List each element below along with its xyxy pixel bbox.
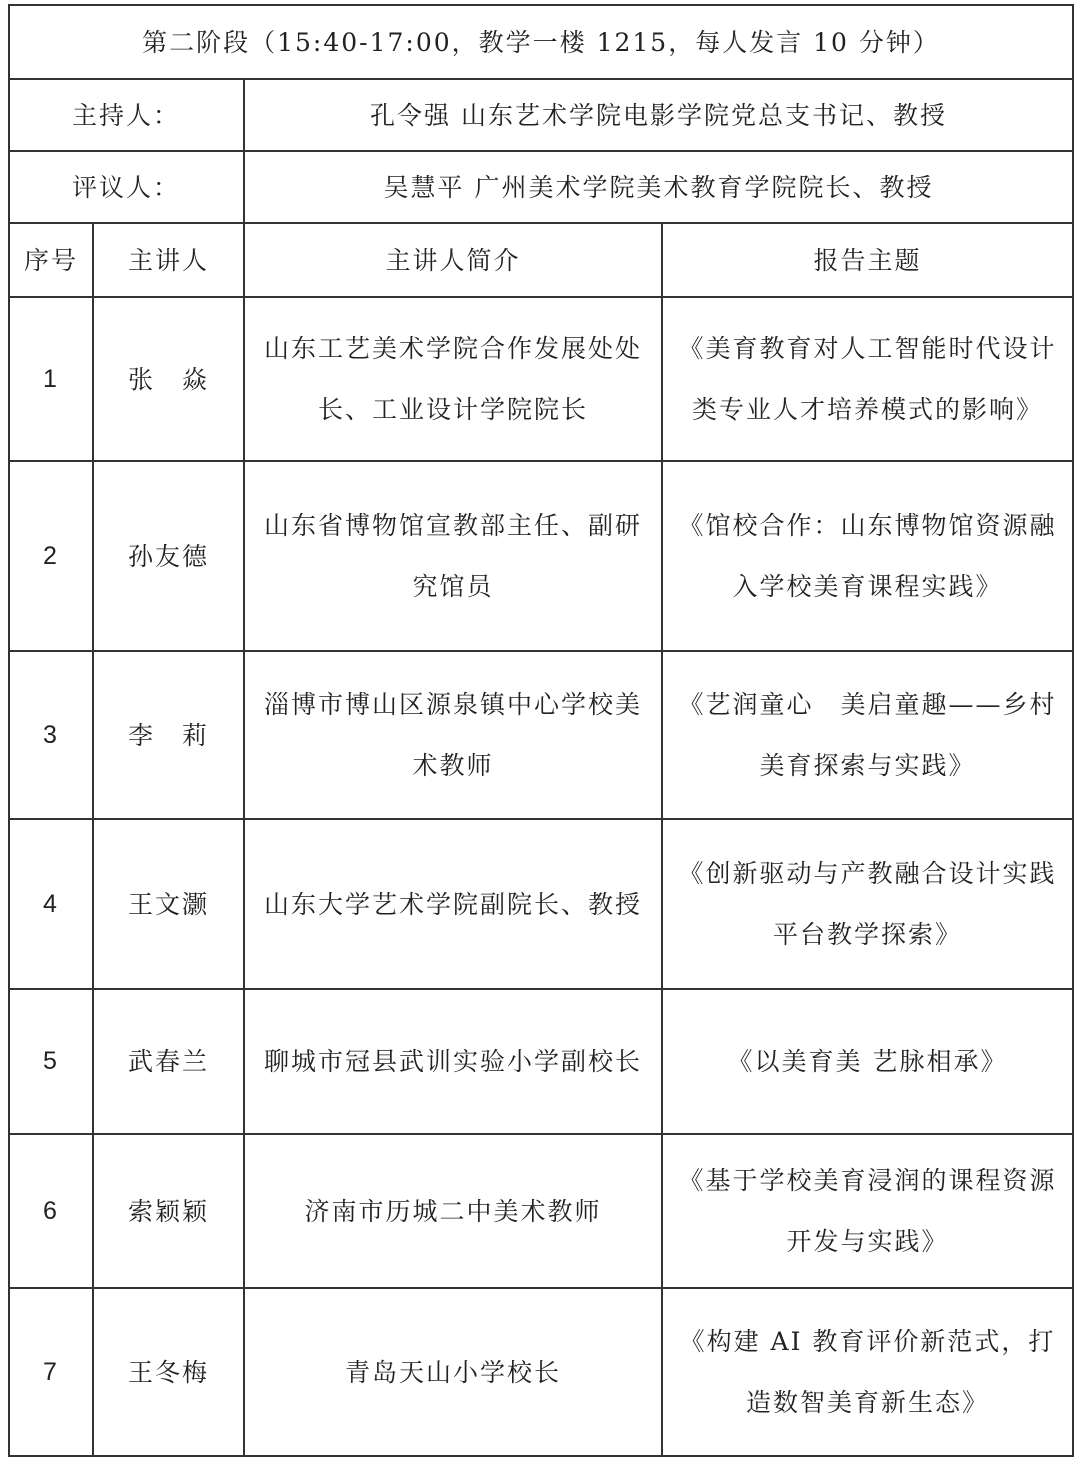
row-intro: 山东省博物馆宣教部主任、副研究馆员 (244, 461, 662, 651)
row-seq: 7 (9, 1288, 93, 1456)
row-intro: 山东大学艺术学院副院长、教授 (244, 819, 662, 989)
reviewer-row (9, 151, 1073, 223)
host-value: 孔令强 山东艺术学院电影学院党总支书记、教授 (244, 79, 1073, 151)
row-speaker: 王文灏 (93, 819, 244, 989)
row-speaker: 李 莉 (93, 651, 244, 819)
host-row (9, 79, 1073, 151)
stage-row (9, 5, 1073, 79)
row-speaker: 王冬梅 (93, 1288, 244, 1456)
header-speaker: 主讲人 (93, 223, 244, 297)
table-row (9, 819, 1073, 989)
row-seq: 4 (9, 819, 93, 989)
row-intro: 聊城市冠县武训实验小学副校长 (244, 989, 662, 1134)
header-intro: 主讲人简介 (244, 223, 662, 297)
table-header-row (9, 223, 1073, 297)
row-topic: 《创新驱动与产教融合设计实践平台教学探索》 (662, 819, 1073, 989)
row-seq: 6 (9, 1134, 93, 1288)
header-topic: 报告主题 (662, 223, 1073, 297)
row-topic: 《构建 AI 教育评价新范式，打造数智美育新生态》 (662, 1288, 1073, 1456)
reviewer-label: 评议人： (9, 151, 244, 223)
row-topic: 《馆校合作：山东博物馆资源融入学校美育课程实践》 (662, 461, 1073, 651)
table-row (9, 461, 1073, 651)
table-row (9, 1134, 1073, 1288)
row-seq: 2 (9, 461, 93, 651)
header-seq: 序号 (9, 223, 93, 297)
row-topic: 《以美育美 艺脉相承》 (662, 989, 1073, 1134)
row-topic: 《基于学校美育浸润的课程资源开发与实践》 (662, 1134, 1073, 1288)
row-topic: 《艺润童心 美启童趣——乡村美育探索与实践》 (662, 651, 1073, 819)
row-speaker: 索颖颖 (93, 1134, 244, 1288)
row-speaker: 张 焱 (93, 297, 244, 461)
row-seq: 1 (9, 297, 93, 461)
row-seq: 3 (9, 651, 93, 819)
row-intro: 山东工艺美术学院合作发展处处长、工业设计学院院长 (244, 297, 662, 461)
row-intro: 青岛天山小学校长 (244, 1288, 662, 1456)
table-row (9, 651, 1073, 819)
stage-title: 第二阶段（15:40-17:00，教学一楼 1215，每人发言 10 分钟） (9, 5, 1073, 79)
row-intro: 淄博市博山区源泉镇中心学校美术教师 (244, 651, 662, 819)
table-row (9, 297, 1073, 461)
host-label: 主持人： (9, 79, 244, 151)
row-speaker: 武春兰 (93, 989, 244, 1134)
row-topic: 《美育教育对人工智能时代设计类专业人才培养模式的影响》 (662, 297, 1073, 461)
schedule-table (8, 4, 1074, 1457)
table-row (9, 989, 1073, 1134)
table-row (9, 1288, 1073, 1456)
row-intro: 济南市历城二中美术教师 (244, 1134, 662, 1288)
reviewer-value: 吴慧平 广州美术学院美术教育学院院长、教授 (244, 151, 1073, 223)
row-speaker: 孙友德 (93, 461, 244, 651)
row-seq: 5 (9, 989, 93, 1134)
